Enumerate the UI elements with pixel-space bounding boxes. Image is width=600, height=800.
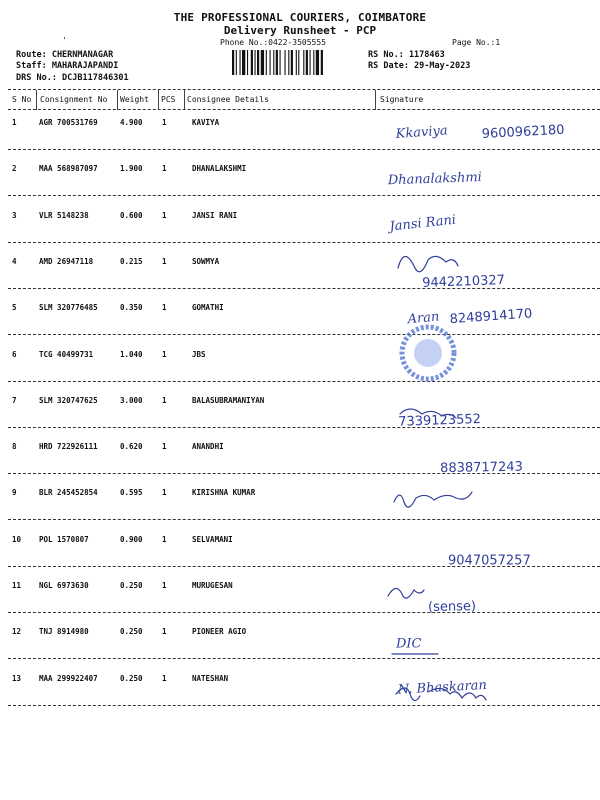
row-weight: 0.250 [120, 581, 143, 590]
col-header-consignee: Consignee Details [187, 95, 269, 104]
row-consignee: GOMATHI [192, 303, 224, 313]
signature-note: 9442210327 [421, 273, 506, 291]
signature-name: DIC [396, 636, 422, 652]
row-consignee: DHANALAKSHMI [192, 164, 247, 174]
row-weight: 1.900 [120, 164, 143, 174]
col-sep [375, 90, 376, 110]
row-consignment-no: BLR 245452854 [39, 488, 98, 498]
row-consignment-no: POL 1570807 [39, 534, 89, 544]
row-consignment-no: HRD 722926111 [39, 442, 98, 452]
rs-number: RS No.: 1178463 [368, 50, 445, 60]
row-consignment-no: TCG 40499731 [39, 349, 94, 359]
row-consignment-no: SLM 320776485 [39, 303, 98, 313]
row-sno: 10 [12, 534, 22, 544]
row-sno: 7 [12, 395, 17, 405]
row-sno: 4 [12, 256, 17, 266]
row-consignee: JANSI RANI [192, 210, 238, 220]
row-sno: 3 [12, 210, 17, 220]
signature-note: 8838717243 [439, 459, 523, 477]
row-consignment-no: VLR 5148238 [39, 210, 89, 220]
row-consignment-no: TNJ 8914980 [39, 627, 89, 637]
row-rule [8, 288, 600, 289]
row-sno: 13 [12, 673, 22, 683]
row-consignee: ANANDHI [192, 442, 224, 452]
row-sno: 2 [12, 164, 17, 174]
row-sno: 12 [12, 627, 22, 637]
signature-name: Dhanalakshmi [387, 170, 483, 189]
row-sno: 11 [12, 581, 22, 590]
rs-date: RS Date: 29-May-2023 [368, 61, 471, 71]
row-pcs: 1 [162, 581, 167, 590]
row-pcs: 1 [162, 627, 167, 637]
signature-note: 9047057257 [448, 553, 531, 569]
col-header-signature: Signature [380, 95, 424, 104]
row-rule [8, 705, 600, 706]
row-pcs: 1 [162, 349, 167, 359]
row-weight: 0.595 [120, 488, 143, 498]
row-sno: 8 [12, 442, 17, 452]
row-consignee: KIRISHNA KUMAR [192, 488, 256, 498]
signature-note: 7339123552 [397, 411, 482, 430]
col-sep [184, 90, 185, 110]
row-consignee: KAVIYA [192, 118, 220, 127]
signature-layer [378, 0, 600, 800]
row-rule [8, 242, 600, 243]
barcode [232, 50, 358, 75]
row-consignee: NATESHAN [192, 673, 229, 683]
row-rule [8, 149, 600, 150]
row-consignment-no: NGL 6973630 [39, 581, 89, 590]
row-consignee: PIONEER AGIO [192, 627, 247, 637]
signature-scrawl [398, 256, 458, 271]
row-consignment-no: MAA 299922407 [39, 673, 98, 683]
tick-mark: ' [62, 36, 67, 45]
row-weight: 0.250 [120, 627, 143, 637]
row-weight: 0.600 [120, 210, 143, 220]
row-sno: 9 [12, 488, 17, 498]
col-header-sno: S No [12, 95, 32, 104]
row-weight: 0.350 [120, 303, 143, 313]
row-rule [8, 658, 600, 659]
signature-note: 8248914170 [449, 306, 533, 328]
company-name: THE PROFESSIONAL COURIERS, COIMBATORE [173, 11, 427, 24]
staff: Staff: MAHARAJAPANDI [16, 61, 119, 71]
row-weight: 0.215 [120, 256, 143, 266]
row-rule [8, 612, 600, 613]
phone-number: Phone No.:0422-3505555 [220, 38, 326, 47]
sheet-title: Delivery Runsheet - PCP [223, 24, 377, 37]
row-consignee: SELVAMANI [192, 534, 233, 544]
row-weight: 4.900 [120, 118, 143, 127]
col-header-weight: Weight [120, 95, 149, 104]
row-rule [8, 195, 600, 196]
row-pcs: 1 [162, 118, 167, 127]
row-weight: 0.250 [120, 673, 143, 683]
row-weight: 3.000 [120, 395, 143, 405]
row-weight: 0.900 [120, 534, 143, 544]
row-rule [8, 427, 600, 428]
row-weight: 1.040 [120, 349, 143, 359]
row-rule [8, 381, 600, 382]
signature-note: (sense) [427, 599, 477, 615]
row-consignment-no: AGR 700531769 [39, 118, 98, 127]
route: Route: CHERNMANAGAR [16, 50, 114, 60]
row-pcs: 1 [162, 210, 167, 220]
signature-scrawl [388, 588, 424, 598]
row-consignment-no: MAA 568987097 [39, 164, 98, 174]
row-pcs: 1 [162, 442, 167, 452]
row-consignment-no: AMD 26947118 [39, 256, 94, 266]
row-consignment-no: SLM 320747625 [39, 395, 98, 405]
row-sno: 1 [12, 118, 17, 127]
drs-number: DRS No.: DCJB117846301 [16, 73, 129, 83]
col-sep [158, 90, 159, 110]
row-rule [8, 473, 600, 474]
header-bottom-rule [8, 109, 600, 110]
signature-name: Kkaviya [395, 123, 449, 142]
signature-scrawl [400, 409, 456, 418]
row-pcs: 1 [162, 256, 167, 266]
col-header-pcs: PCS [161, 95, 176, 104]
row-consignee: SOWMYA [192, 256, 220, 266]
row-pcs: 1 [162, 395, 167, 405]
row-pcs: 1 [162, 164, 167, 174]
page-number: Page No.:1 [452, 38, 501, 47]
row-pcs: 1 [162, 673, 167, 683]
row-rule [8, 519, 600, 520]
signature-name: Jansi Rani [388, 212, 457, 235]
header-top-rule [8, 89, 600, 90]
signature-name: N. Bhaskaran [397, 677, 488, 698]
signature-note: 9600962180 [481, 122, 565, 142]
row-rule [8, 334, 600, 335]
row-pcs: 1 [162, 303, 167, 313]
signature-name: Aran [407, 309, 440, 328]
col-header-consignment: Consignment No [40, 95, 108, 104]
col-sep [117, 90, 118, 110]
signature-scrawl [396, 688, 486, 701]
row-pcs: 1 [162, 534, 167, 544]
row-consignee: BALASUBRAMANIYAN [192, 395, 265, 405]
row-consignee: JBS [192, 349, 206, 359]
row-pcs: 1 [162, 488, 167, 498]
row-rule [8, 566, 600, 567]
row-consignee: MURUGESAN [192, 581, 233, 590]
signature-scrawl [394, 492, 472, 507]
row-sno: 6 [12, 349, 17, 359]
row-weight: 0.620 [120, 442, 143, 452]
row-sno: 5 [12, 303, 17, 313]
col-sep [36, 90, 37, 110]
